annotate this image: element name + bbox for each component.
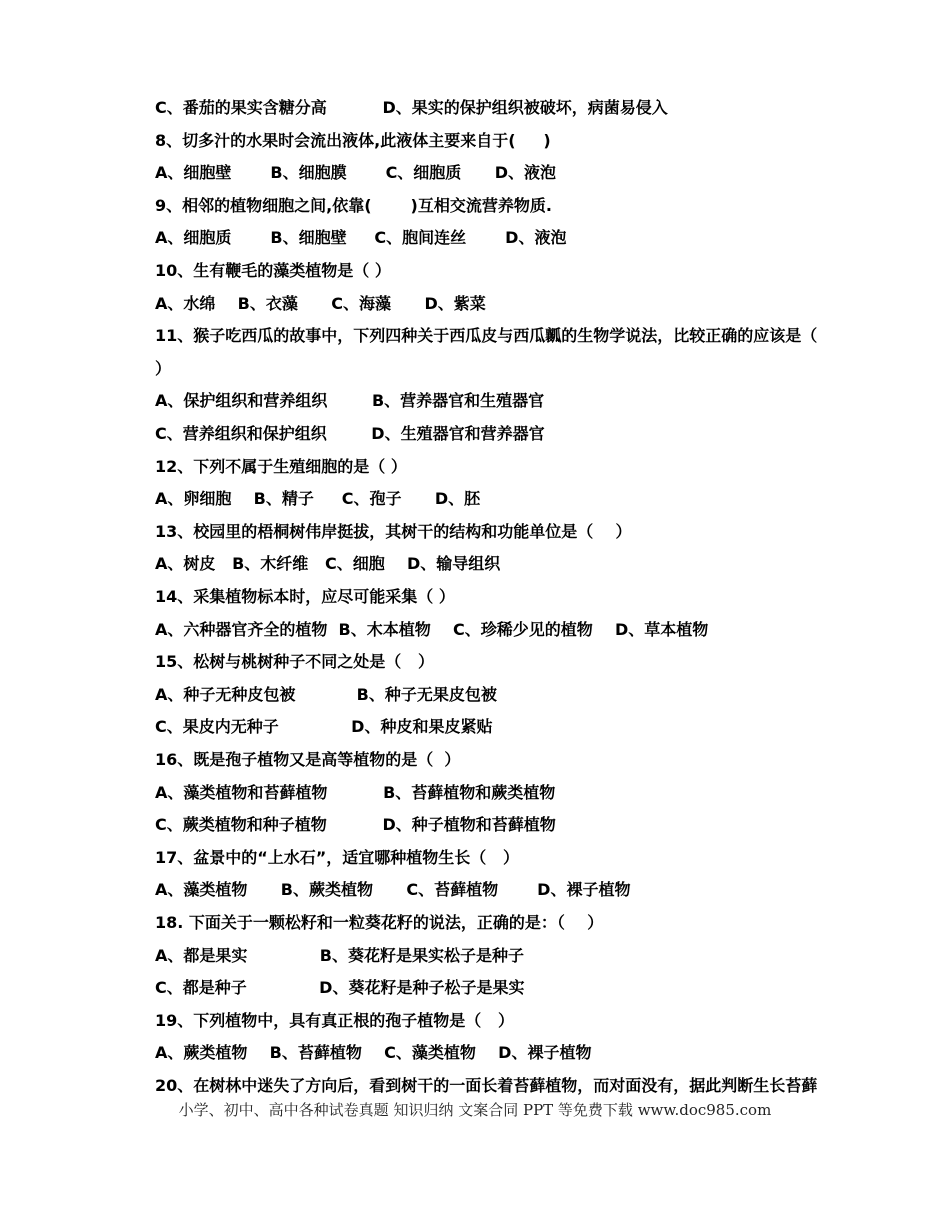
options-q9: A、细胞质 B、细胞壁 C、胞间连丝 D、液泡 — [155, 228, 567, 247]
options-q8: A、细胞壁 B、细胞膜 C、细胞质 D、液泡 — [155, 163, 557, 182]
options-q15-ab: A、种子无种皮包被 B、种子无果皮包被 — [155, 685, 497, 704]
options-q13: A、树皮 B、木纤维 C、细胞 D、输导组织 — [155, 554, 501, 573]
question-11: 11、猴子吃西瓜的故事中，下列四种关于西瓜皮与西瓜瓤的生物学说法，比较正确的应该是（ — [155, 326, 818, 345]
options-q16-ab: A、藻类植物和苔藓植物 B、苔藓植物和蕨类植物 — [155, 783, 556, 802]
options-q11-cd: C、营养组织和保护组织 D、生殖器官和营养器官 — [155, 424, 545, 443]
question-15: 15、松树与桃树种子不同之处是（ ） — [155, 652, 434, 671]
options-q15-cd: C、果皮内无种子 D、种皮和果皮紧贴 — [155, 717, 493, 736]
options-q19: A、蕨类植物 B、苔藓植物 C、藻类植物 D、裸子植物 — [155, 1043, 592, 1062]
options-q10: A、水绵 B、衣藻 C、海藻 D、紫菜 — [155, 294, 486, 313]
options-q17: A、藻类植物 B、蕨类植物 C、苔藓植物 D、裸子植物 — [155, 880, 631, 899]
question-9: 9、相邻的植物细胞之间,依靠( )互相交流营养物质. — [155, 196, 552, 215]
question-16: 16、既是孢子植物又是高等植物的是（ ） — [155, 750, 461, 769]
question-14: 14、采集植物标本时，应尽可能采集（ ） — [155, 587, 455, 606]
question-18: 18. 下面关于一颗松籽和一粒葵花籽的说法，正确的是：（ ） — [155, 913, 604, 932]
question-17: 17、盆景中的“上水石”，适宜哪种植物生长（ ） — [155, 848, 520, 867]
options-q14: A、六种器官齐全的植物 B、木本植物 C、珍稀少见的植物 D、草本植物 — [155, 620, 709, 639]
options-q16-cd: C、蕨类植物和种子植物 D、种子植物和苔藓植物 — [155, 815, 556, 834]
question-20: 20、在树林中迷失了方向后，看到树干的一面长着苔藓植物，而对面没有，据此判断生长苔藓 — [155, 1076, 818, 1095]
question-8: 8、切多汁的水果时会流出液体,此液体主要来自于( ) — [155, 131, 551, 150]
options-q11-ab: A、保护组织和营养组织 B、营养器官和生殖器官 — [155, 391, 545, 410]
question-19: 19、下列植物中，具有真正根的孢子植物是（ ） — [155, 1011, 514, 1030]
question-12: 12、下列不属于生殖细胞的是（ ） — [155, 457, 407, 476]
option-line-q7-cd: C、番茄的果实含糖分高 D、果实的保护组织被破坏，病菌易侵入 — [155, 98, 668, 117]
question-11-cont: ） — [155, 359, 172, 378]
options-q18-cd: C、都是种子 D、葵花籽是种子松子是果实 — [155, 978, 525, 997]
page-footer: 小学、初中、高中各种试卷真题 知识归纳 文案合同 PPT 等免费下载 www.doc985.com — [178, 1101, 772, 1119]
options-q18-ab: A、都是果实 B、葵花籽是果实松子是种子 — [155, 946, 524, 965]
options-q12: A、卵细胞 B、精子 C、孢子 D、胚 — [155, 489, 481, 508]
question-13: 13、校园里的梧桐树伟岸挺拔，其树干的结构和功能单位是（ ） — [155, 522, 632, 541]
question-10: 10、生有鞭毛的藻类植物是（ ） — [155, 261, 391, 280]
